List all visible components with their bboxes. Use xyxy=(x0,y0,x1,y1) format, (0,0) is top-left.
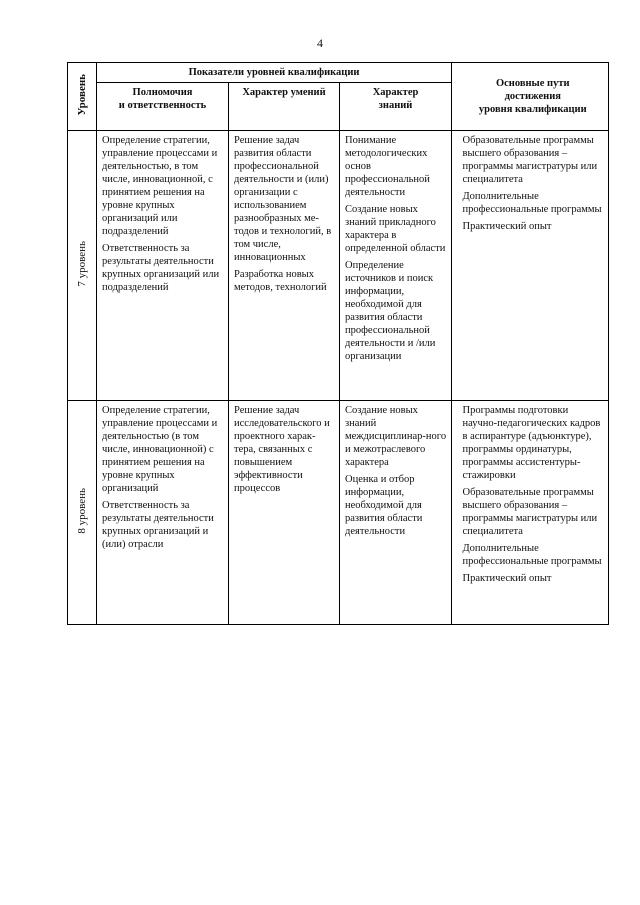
level-column-header: Уровень xyxy=(68,63,97,131)
authority-cell: Определение стратегии, управление процессами и деятельностью, в том числе, инновационной, с принятием решения на уровне крупных организаций или подразделений Ответственность за результаты деятельности крупных организаций или подразделений xyxy=(97,131,229,401)
skills-cell: Решение задач развития области профессиональной деятельности и (или) организации с использованием разнообразных ме-тодов и технологий, в том числе, инновационных Разработка новых методов, технологий xyxy=(229,131,340,401)
page-number: 4 xyxy=(317,36,323,50)
level-label-cell: 8 уровень xyxy=(68,401,97,625)
knowledge-cell: Понимание методологических основ профессиональной деятельности Создание новых знаний прикладного характера в определенной области Определение источников и поиск информации, необходимой для развития области профессиональной деятельности и /или организации xyxy=(340,131,452,401)
qualification-levels-table xyxy=(67,62,609,625)
paths-cell: Программы подготовки научно-педагогических кадров в аспирантуре (адъюнктуре), программы ординатуры, программы ассистентуры-стажировки Образовательные программы высшего образования – программы магистратуры или специалитета Дополнительные профессиональные программы Практический опыт xyxy=(458,401,609,625)
table-row-level-7 xyxy=(68,131,609,401)
skills-cell: Решение задач исследовательского и проектного харак-тера, связанных с повышением эффективности процессов xyxy=(229,401,340,625)
skills-column-header: Характер умений xyxy=(229,83,340,131)
authority-column-header: Полномочия и ответственность xyxy=(97,83,229,131)
indicators-group-header: Показатели уровней квалификации xyxy=(97,63,452,83)
table-row-level-8 xyxy=(68,401,609,625)
paths-column-header: Основные пути достижения уровня квалификации xyxy=(458,63,609,131)
authority-cell: Определение стратегии, управление процессами и деятельностью (в том числе, инновационной) с принятием решения на уровне крупных организаций Ответственность за результаты деятельности крупных организаций и (или) отрасли xyxy=(97,401,229,625)
knowledge-cell: Создание новых знаний междисциплинар-ного и межотраслевого характера Оценка и отбор информации, необходимой для развития области деятельности xyxy=(340,401,452,625)
knowledge-column-header: Характер знаний xyxy=(340,83,452,131)
level-label-cell: 7 уровень xyxy=(68,131,97,401)
paths-cell: Образовательные программы высшего образования – программы магистратуры или специалитета Дополнительные профессиональные программы Практический опыт xyxy=(458,131,609,401)
